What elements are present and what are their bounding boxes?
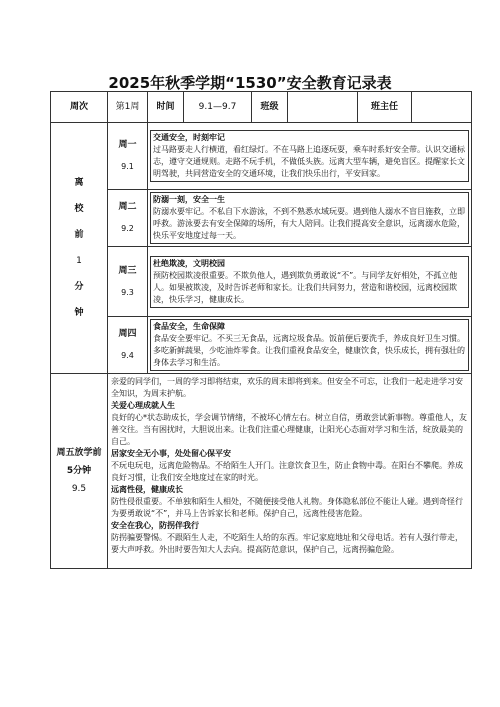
day-name: 周二	[118, 202, 137, 212]
day-date: 9.4	[121, 351, 134, 360]
day-content	[148, 190, 472, 247]
friday-row	[51, 374, 472, 569]
safety-record-table	[50, 91, 472, 569]
label-char: 1	[76, 256, 82, 266]
content-box	[150, 192, 469, 244]
friday-intro: 亲爱的同学们，一周的学习即将结束，欢乐的周末即将到来。但安全不可忘，让我们一起走进学习安全知识，为周末护航。	[111, 377, 463, 398]
topic-heading: 远离性侵，健康成长	[111, 485, 183, 494]
label-char: 钟	[74, 308, 84, 318]
day-cell	[108, 247, 148, 317]
day-cell	[108, 123, 148, 190]
day-date: 9.3	[121, 287, 134, 297]
topic-heading: 安全在我心，防拐伴我行	[111, 521, 199, 530]
day-cell	[108, 317, 148, 374]
class-label: 班级	[252, 92, 288, 123]
day-name: 周三	[118, 265, 137, 276]
teacher-label: 班主任	[358, 92, 412, 123]
topic-text: 食品安全要牢记。不买三无食品，远离垃圾食品。饭前便后要洗手，养成良好卫生习惯。多吃新鲜蔬果，少吃油炸零食。让我们重视食品安全，健康饮食，快乐成长，拥有强壮的身体去学习和生活。	[153, 334, 465, 367]
topic-heading: 关爱心理成就人生	[111, 401, 175, 410]
topic-text: 防性侵很重要。不单独和陌生人相处，不随便接受他人礼物。身体隐私部位不能让人碰。遇到奇怪行为要勇敢说“不”，并马上告诉家长和老师。保护自己，远离性侵害危险。	[111, 497, 463, 518]
day-name: 周一	[118, 140, 137, 150]
teacher-value	[412, 92, 472, 123]
label-char: 校	[74, 204, 84, 214]
time-label: 时间	[148, 92, 184, 123]
header-row	[51, 92, 472, 123]
topic-heading: 杜绝欺凌，文明校园	[153, 258, 225, 268]
friday-label	[51, 374, 108, 569]
topic-text: 过马路要走人行横道，看红绿灯。不在马路上追逐玩耍，乘车时系好安全带。认识交通标志，遵守交通规则。走路不玩手机，不做低头族。远离大型车辆，避免盲区。提醒家长文明驾驶，共同营造安全的交通环境，让我们快乐出行，平安回家。	[153, 145, 465, 178]
monday-row	[51, 123, 472, 190]
topic-heading: 防溺一刻，安全一生	[153, 195, 225, 204]
topic-text: 不玩电玩电，远离危险物品。不给陌生人开门。注意饮食卫生，防止食物中毒。在阳台不攀爬。养成良好习惯，让我们安全地度过在家的时光。	[111, 461, 463, 482]
day-content	[148, 247, 472, 317]
topic-text: 良好的心*状态助成长，学会调节情绪，不被坏心情左右。树立自信，勇敢尝试新事物。尊重他人，友善交往。当有困扰时，大胆说出来。让我们注重心理健康，让阳光心态面对学习和生活，绽放最美的自己。	[111, 413, 467, 446]
content-box	[150, 256, 469, 308]
friday-label-line2: 5分钟	[66, 466, 92, 476]
week-value: 第1周	[108, 92, 148, 123]
label-char: 离	[74, 178, 84, 188]
tuesday-row	[51, 190, 472, 247]
day-date: 9.1	[121, 162, 134, 171]
page-title: 2025年秋季学期“1530”安全教育记录表	[108, 74, 392, 92]
day-name: 周四	[118, 329, 137, 339]
topic-heading: 食品安全，生命保障	[153, 322, 225, 331]
day-content	[148, 123, 472, 190]
friday-label-line1: 周五放学前	[56, 448, 102, 458]
week-label: 周次	[51, 92, 108, 123]
label-char: 分	[74, 282, 84, 292]
wednesday-row	[51, 247, 472, 317]
label-char: 前	[74, 230, 84, 240]
friday-content	[108, 374, 472, 569]
content-box	[150, 130, 469, 182]
content-box	[150, 319, 469, 371]
topic-text: 防拐骗要警惕。不跟陌生人走，不吃陌生人给的东西。牢记家庭地址和父母电话。若有人强行带走，要大声呼救。外出时要告知大人去向。提高防范意识，保护自己，远离拐骗危险。	[111, 533, 463, 554]
topic-heading: 交通安全，时刻牢记	[153, 133, 225, 142]
thursday-row	[51, 317, 472, 374]
topic-text: 预防校园欺凌很重要。不欺负他人，遇到欺负勇敢说“不”。与同学友好相处，不孤立他人。如果被欺凌，及时告诉老师和家长。让我们共同努力，营造和谐校园，远离校园欺凌，快乐学习，健康成长。	[153, 270, 458, 304]
time-value: 9.1—9.7	[184, 92, 252, 123]
class-value	[288, 92, 358, 123]
day-cell	[108, 190, 148, 247]
day-content	[148, 317, 472, 374]
topic-text: 防溺水要牢记。不私自下水游泳，不到不熟悉水域玩耍。遇到他人溺水不盲目施救，立即呼救。游泳要去有安全保障的场所，有大人陪同。让我们提高安全意识，远离溺水危险，快乐平安地度过每一天。	[153, 207, 465, 240]
before-leaving-label	[51, 123, 108, 374]
friday-label-line3: 9.5	[71, 484, 87, 494]
day-date: 9.2	[121, 224, 134, 233]
topic-heading: 居家安全无小事，处处留心保平安	[111, 449, 231, 458]
